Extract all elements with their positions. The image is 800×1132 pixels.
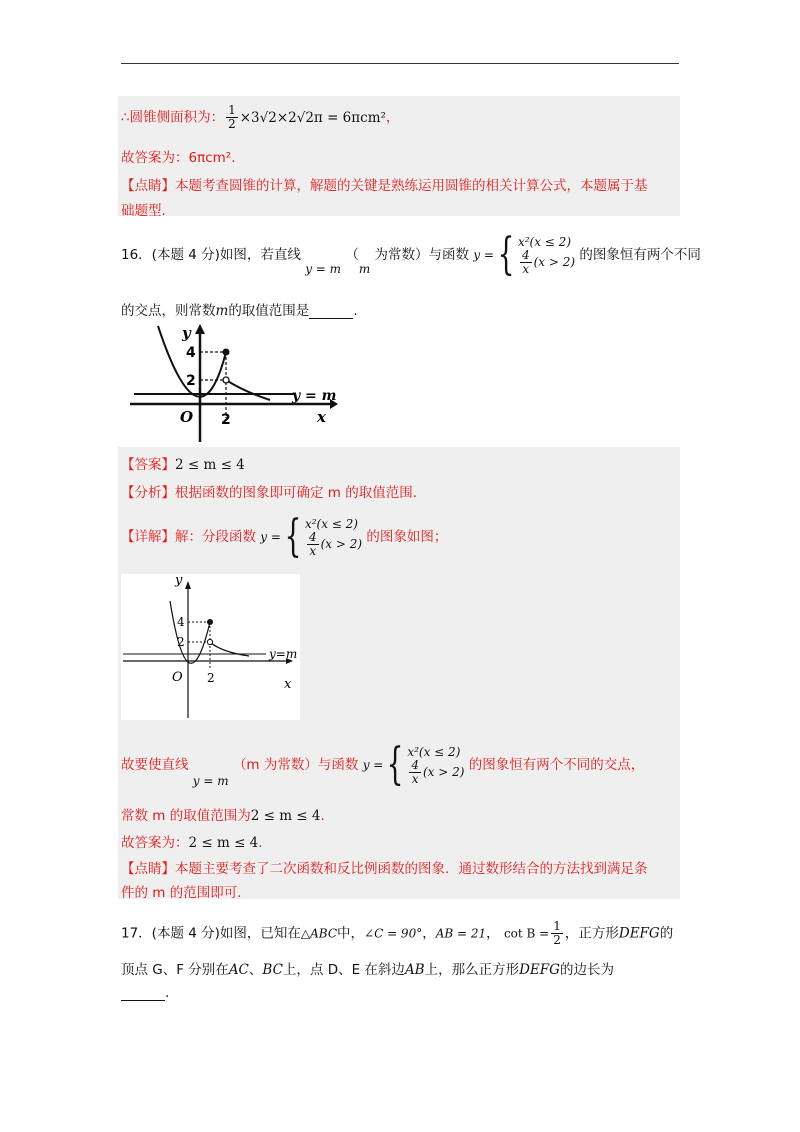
s15-fraction: $\frac{1}{2}$ <box>228 103 236 131</box>
header-rule <box>121 63 679 64</box>
ans16-comment-2: 件的 m 的范围即可. <box>121 885 242 901</box>
ans16-answer-value: 2 ≤ m ≤ 4 <box>175 457 245 473</box>
s15-line-1: ∴圆锥侧面积为： $\frac{1}{2}$ ×3√2×2√2π = 6πcm²， <box>121 103 400 131</box>
q16-piecewise: y ={ x²(x ≤ 2) $\frac{4}{x}$ (x > 2) <box>473 229 576 280</box>
ans16-final: 故答案为：2 ≤ m ≤ 4. <box>121 835 263 851</box>
q16-figure <box>120 318 340 446</box>
s15-line-1-prefix: ∴圆锥侧面积为： <box>121 109 225 126</box>
fig2-x-label: x <box>284 677 292 692</box>
ans16-analysis: 【分析】根据函数的图象即可确定 m 的取值范围. <box>121 485 418 501</box>
fig1-x-label: x <box>317 408 326 426</box>
q17-line-1: 17．(本题 4 分)如图，已知在△ABC中，∠C = 90°，AB = 21， cot B = $\frac{1}{2}$ ，正方形DEFG的 <box>121 919 674 947</box>
q17-answer-blank <box>121 988 165 1001</box>
fig2-tick-x2: 2 <box>207 671 215 685</box>
fig1-tick-2: 2 <box>186 373 196 389</box>
fig2-tick-4: 4 <box>177 615 185 629</box>
fig1-line-label: y = m <box>292 388 337 404</box>
ans16-piecewise: y ={ x²(x ≤ 2) $\frac{4}{x}$ (x > 2) <box>260 511 363 562</box>
s15-expression: ×3√2×2√2π = 6πcm² <box>239 109 386 126</box>
q16-line-symbol: y = m <box>305 262 342 276</box>
s15-comment-2: 础题型. <box>121 203 166 219</box>
q16-line-1: 16．(本题 4 分)如图，若直线 y = m （m 为常数）与函数 y ={ x²(x ≤ 2) $\frac{4}{x}$ (x > 2) 的图象恒有两个不同 <box>121 229 701 280</box>
fig1-y-label: y <box>182 324 191 342</box>
fig2-tick-2: 2 <box>177 635 185 649</box>
ans16-range: 常数 m 的取值范围为2 ≤ m ≤ 4. <box>121 808 325 824</box>
ans16-comment-1: 【点睛】本题主要考查了二次函数和反比例函数的图象．通过数形结合的方法找到满足条 <box>121 861 648 877</box>
fig2-line-label: y=m <box>269 647 298 661</box>
q17-line-2: 顶点 G、F 分别在AC、BC上，点 D、E 在斜边AB上，那么正方形DEFG的边长为 <box>121 962 614 978</box>
ans16-answer: 【答案】2 ≤ m ≤ 4 <box>121 457 245 473</box>
ans16-conclusion-piecewise: y ={ x²(x ≤ 2) $\frac{4}{x}$ (x > 2) <box>362 739 465 790</box>
ans16-figure <box>121 574 300 720</box>
s15-comment-1: 【点睛】本题考查圆锥的计算，解题的关键是熟练运用圆锥的相关计算公式，本题属于基 <box>121 178 648 194</box>
fig2-y-label: y <box>175 574 183 588</box>
fig1-origin: O <box>180 408 194 426</box>
ans16-detail: 【详解】解：分段函数 y ={ x²(x ≤ 2) $\frac{4}{x}$ (x > 2) 的图象如图； <box>121 511 448 562</box>
ans16-conclusion: 故要使直线 y = m （m 为常数）与函数 y ={ x²(x ≤ 2) $\frac{4}{x}$ (x > 2) 的图象恒有两个不同的交点， <box>121 739 645 790</box>
fig2-origin: O <box>172 670 183 685</box>
s15-answer: 故答案为：6πcm². <box>121 150 236 166</box>
q16-line-2: 的交点，则常数m的取值范围是 . <box>121 303 358 319</box>
q17-line-3: . <box>121 985 169 1001</box>
fig1-tick-4: 4 <box>186 345 196 361</box>
fig1-tick-x2: 2 <box>221 412 231 428</box>
